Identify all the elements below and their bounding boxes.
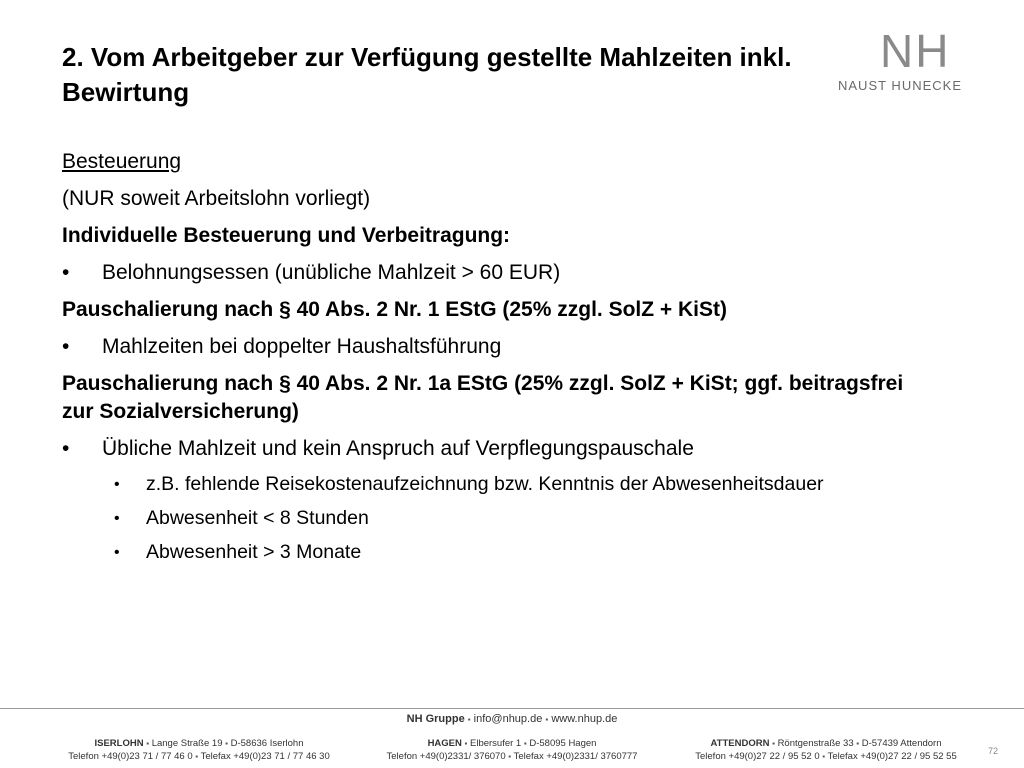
separator: ▪ [467, 715, 471, 724]
section2-bullet [62, 333, 922, 361]
bullet-icon: • [62, 335, 70, 358]
office-zip: D-57439 Attendorn [861, 738, 942, 749]
bullet-text: Übliche Mahlzeit und kein Anspruch auf Verpflegungspauschale [102, 437, 694, 460]
office-fax: Telefax +49(0)2331/ 3760777 [513, 751, 638, 762]
separator: ▪ [545, 715, 549, 724]
office-hagen [362, 737, 662, 763]
bullet-icon: • [62, 437, 70, 460]
office-city: ATTENDORN [710, 738, 770, 749]
bullet-icon: • [114, 476, 120, 493]
separator: ▪ [195, 752, 199, 761]
subbullet-item [62, 506, 922, 531]
office-attendorn [676, 737, 976, 763]
office-zip: D-58095 Hagen [529, 738, 597, 749]
bullet-icon: • [114, 510, 120, 527]
section2-title: Pauschalierung nach § 40 Abs. 2 Nr. 1 EStG (25% zzgl. SolZ + KiSt) [62, 298, 727, 321]
content-subheading: (NUR soweit Arbeitslohn vorliegt) [62, 187, 371, 210]
office-zip: D-58636 Iserlohn [230, 738, 304, 749]
office-iserlohn [49, 737, 349, 763]
footer-contact [0, 713, 1024, 725]
subbullet-item [62, 472, 922, 497]
page-number: 72 [988, 746, 999, 756]
footer-group: NH Gruppe [406, 713, 465, 725]
logo-mark: NH [880, 25, 951, 77]
section1-title: Individuelle Besteuerung und Verbeitragung: [62, 224, 511, 247]
bullet-text: Mahlzeiten bei doppelter Haushaltsführung [102, 335, 502, 358]
separator: ▪ [225, 739, 228, 748]
separator: ▪ [508, 752, 512, 761]
separator: ▪ [464, 739, 468, 748]
section1-bullet [62, 259, 922, 287]
separator: ▪ [146, 739, 150, 748]
subbullet-text: z.B. fehlende Reisekostenaufzeichnung bzw. Kenntnis der Abwesenheitsdauer [146, 473, 824, 495]
footer-email: info@nhup.de [473, 713, 543, 725]
subbullet-text: Abwesenheit < 8 Stunden [146, 507, 369, 529]
company-logo [836, 26, 998, 96]
office-phone: Telefon +49(0)27 22 / 95 52 0 [695, 751, 820, 762]
office-address: Elbersufer 1 [470, 738, 522, 749]
office-address: Röntgenstraße 33 [777, 738, 854, 749]
slide-title: 2. Vom Arbeitgeber zur Verfügung gestellte Mahlzeiten inkl. Bewirtung [62, 42, 792, 107]
slide-content [62, 148, 922, 574]
separator: ▪ [822, 752, 826, 761]
subbullet-item [62, 540, 922, 565]
bullet-icon: • [114, 544, 120, 561]
office-fax: Telefax +49(0)23 71 / 77 46 30 [200, 751, 330, 762]
office-city: ISERLOHN [94, 738, 144, 749]
office-city: HAGEN [427, 738, 462, 749]
bullet-icon: • [62, 261, 70, 284]
separator: ▪ [772, 739, 775, 748]
bullet-text: Belohnungsessen (unübliche Mahlzeit > 60 EUR) [102, 261, 561, 284]
office-address: Lange Straße 19 [151, 738, 223, 749]
office-phone: Telefon +49(0)23 71 / 77 46 0 [68, 751, 193, 762]
office-fax: Telefax +49(0)27 22 / 95 52 55 [827, 751, 957, 762]
separator: ▪ [856, 739, 860, 748]
content-heading: Besteuerung [62, 150, 182, 173]
section3-title: Pauschalierung nach § 40 Abs. 2 Nr. 1a EStG (25% zzgl. SolZ + KiSt; ggf. beitragsfrei zur Sozialversicherung) [62, 372, 904, 423]
office-phone: Telefon +49(0)2331/ 376070 [386, 751, 506, 762]
logo-name: NAUST HUNECKE [838, 78, 963, 93]
subbullet-text: Abwesenheit > 3 Monate [146, 541, 362, 563]
footer-divider [0, 708, 1024, 709]
section3-bullet [62, 435, 922, 463]
separator: ▪ [523, 739, 527, 748]
footer-web: www.nhup.de [551, 713, 618, 725]
